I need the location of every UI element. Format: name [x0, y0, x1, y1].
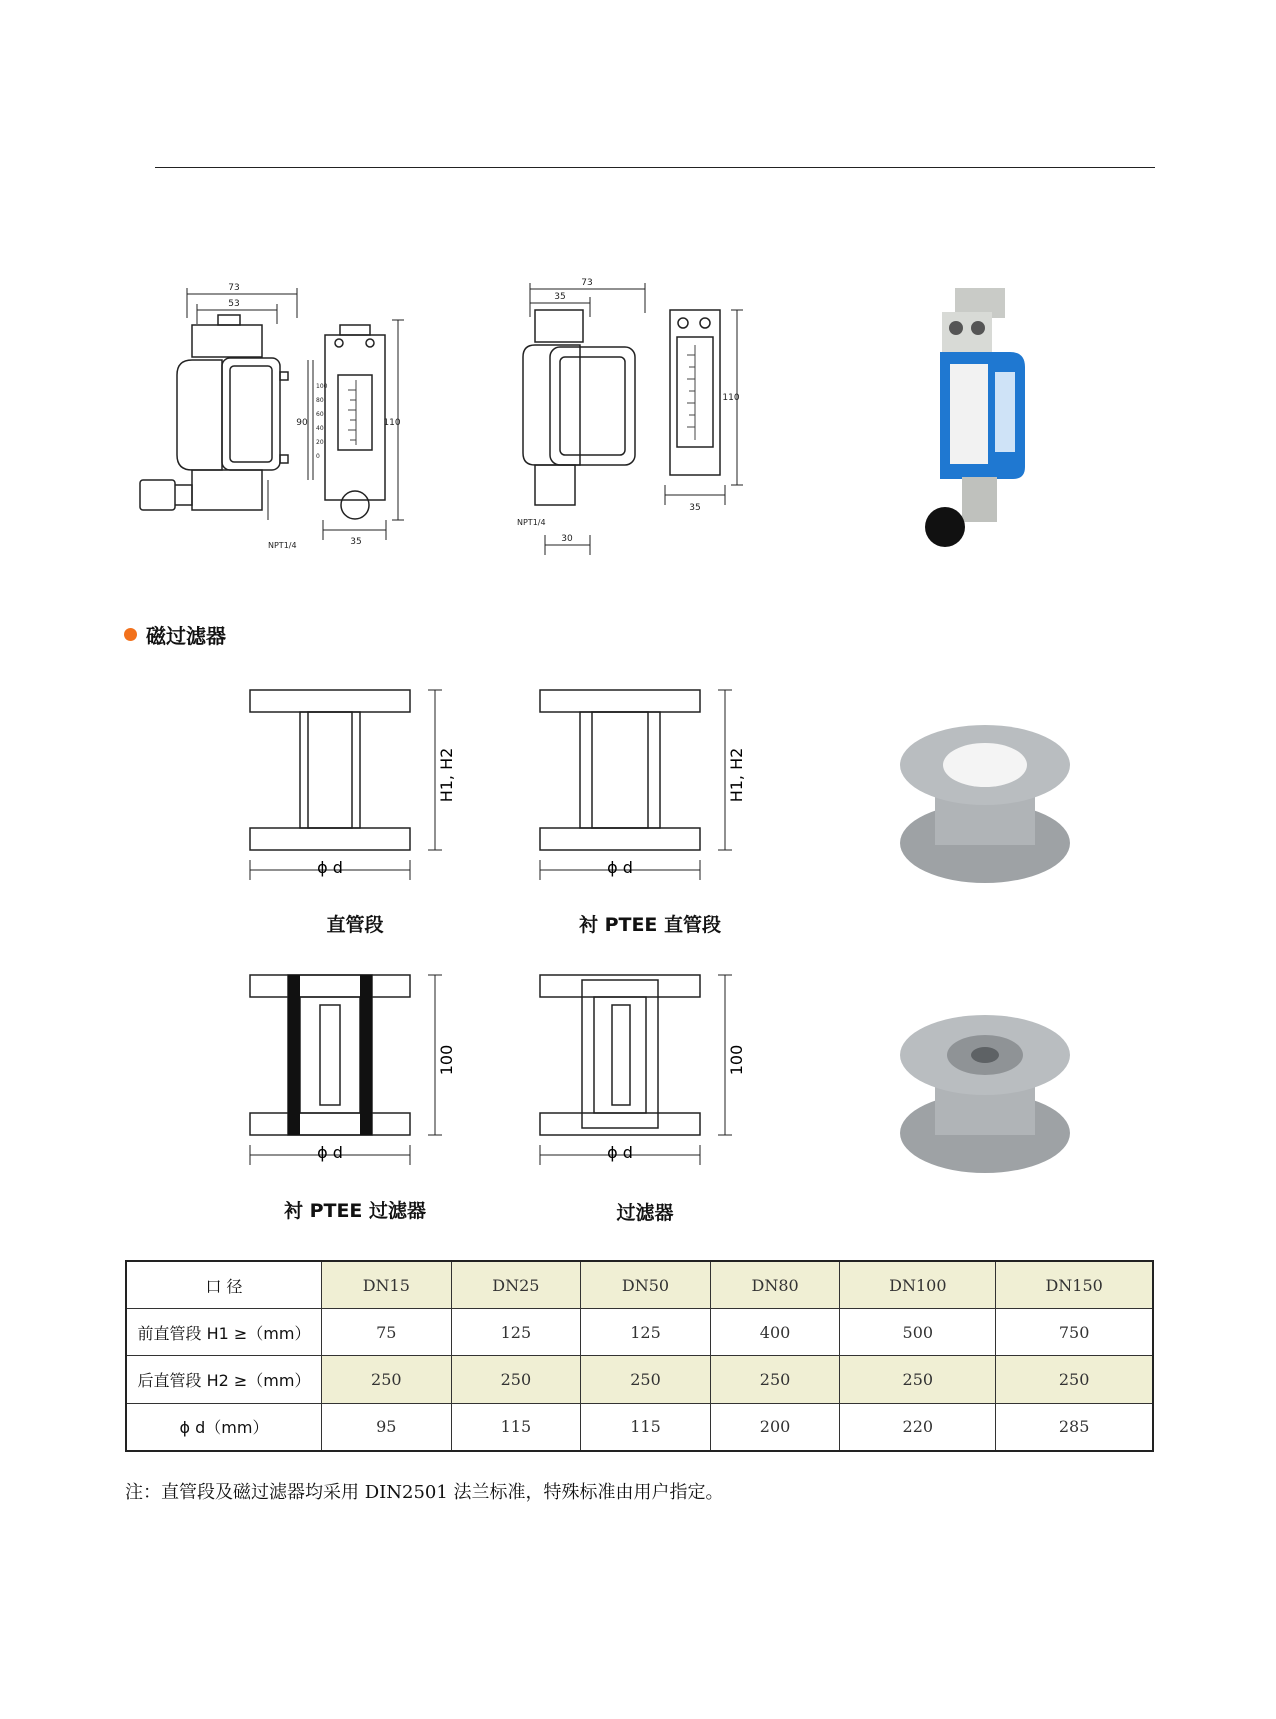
caption-ptfe-straight-pipe: 衬 PTEE 直管段	[578, 914, 722, 936]
height-label: H1, H2	[727, 747, 746, 803]
table-cell: 95	[322, 1403, 452, 1451]
table-cell: 200	[710, 1403, 840, 1451]
dim-110: 110	[383, 418, 401, 428]
dim-30: 30	[561, 534, 573, 544]
diameter-label: ϕ d	[317, 858, 343, 877]
dim-35: 35	[350, 537, 362, 547]
row-label: 后直管段 H2 ≥（mm）	[126, 1356, 322, 1403]
dim-35b: 35	[689, 503, 701, 513]
table-cell: 250	[710, 1356, 840, 1403]
section-heading	[124, 620, 226, 649]
section-title: 磁过滤器	[146, 624, 226, 648]
table-cell: 250	[322, 1356, 452, 1403]
table-cell: 125	[581, 1309, 711, 1356]
diameter-label: ϕ d	[317, 1143, 343, 1162]
npt-label: NPT1/4	[517, 518, 546, 527]
table-cell: 285	[996, 1403, 1153, 1451]
scale-tick-label: 0	[316, 453, 320, 460]
table-header-cell: DN25	[451, 1261, 581, 1309]
height-100-label: 100	[727, 1044, 746, 1076]
height-100-label: 100	[437, 1044, 456, 1076]
scale-tick-label: 80	[316, 397, 324, 404]
table-cell: 250	[581, 1356, 711, 1403]
diameter-label: ϕ d	[607, 1143, 633, 1162]
table-header-cell: DN150	[996, 1261, 1153, 1309]
scale-tick-label: 60	[316, 411, 324, 418]
diameter-label: ϕ d	[607, 858, 633, 877]
height-label: H1, H2	[437, 747, 456, 803]
npt-label: NPT1/4	[268, 541, 297, 550]
bullet-dot-icon	[124, 628, 137, 641]
table-row	[126, 1403, 1153, 1451]
table-cell: 400	[710, 1309, 840, 1356]
table-header-cell: DN50	[581, 1261, 711, 1309]
scale-tick-label: 100	[316, 383, 328, 390]
table-cell: 115	[451, 1403, 581, 1451]
table-row	[126, 1356, 1153, 1403]
spec-table	[125, 1260, 1154, 1452]
dim-90: 90	[296, 418, 308, 428]
dim-53: 53	[228, 299, 240, 309]
row-label: 前直管段 H1 ≥（mm）	[126, 1309, 322, 1356]
table-cell: 750	[996, 1309, 1153, 1356]
dim-73: 73	[228, 283, 240, 293]
filter-drawing	[530, 965, 760, 1195]
flowmeter-drawing-1	[130, 280, 420, 560]
table-header-cell: DN15	[322, 1261, 452, 1309]
flange-photo-1	[895, 715, 1080, 890]
caption-ptfe-filter: 衬 PTEE 过滤器	[283, 1200, 427, 1222]
table-row	[126, 1309, 1153, 1356]
caption-filter: 过滤器	[616, 1202, 674, 1224]
top-rule	[155, 167, 1155, 168]
table-cell: 500	[840, 1309, 996, 1356]
table-header-row	[126, 1261, 1153, 1309]
flange-photo-2	[895, 1005, 1080, 1180]
scale-tick-label: 40	[316, 425, 324, 432]
table-header-cell: DN80	[710, 1261, 840, 1309]
table-cell: 250	[840, 1356, 996, 1403]
row-label: ϕ d（mm）	[126, 1403, 322, 1451]
caption-straight-pipe: 直管段	[326, 914, 384, 936]
table-header-cell: DN100	[840, 1261, 996, 1309]
flowmeter-drawing-2	[505, 275, 770, 555]
table-cell: 115	[581, 1403, 711, 1451]
footnote: 注：直管段及磁过滤器均采用 DIN2501 法兰标准，特殊标准由用户指定。	[125, 1482, 724, 1503]
ptfe-straight-pipe-drawing	[530, 680, 760, 910]
table-header-label: 口 径	[126, 1261, 322, 1309]
scale-tick-label: 20	[316, 439, 324, 446]
table-cell: 75	[322, 1309, 452, 1356]
table-cell: 220	[840, 1403, 996, 1451]
dim-35: 35	[554, 292, 566, 302]
straight-pipe-drawing	[240, 680, 470, 910]
table-cell: 250	[451, 1356, 581, 1403]
ptfe-filter-drawing	[240, 965, 470, 1195]
dim-73: 73	[581, 278, 593, 288]
dim-110: 110	[722, 393, 740, 403]
table-cell: 250	[996, 1356, 1153, 1403]
flowmeter-photo	[900, 282, 1060, 552]
table-cell: 125	[451, 1309, 581, 1356]
